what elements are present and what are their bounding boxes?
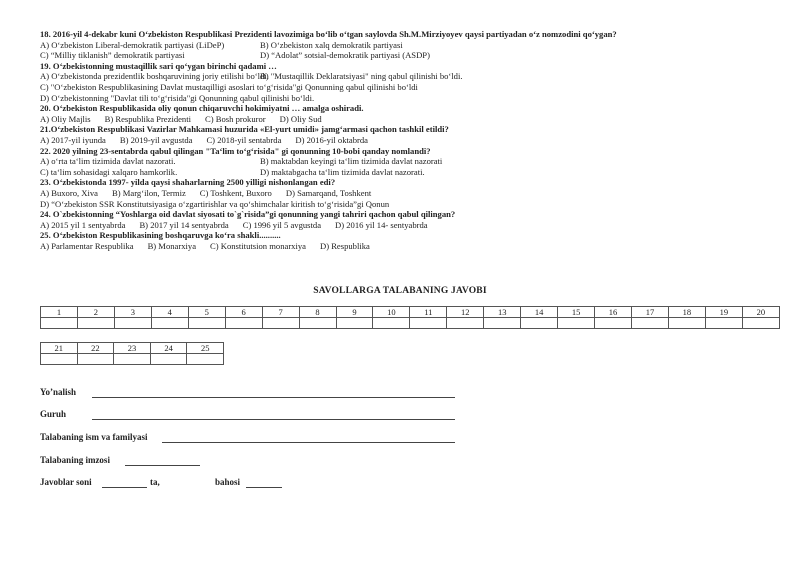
grid-answer-cell[interactable] (187, 354, 224, 365)
question-title: 24. O`zbekistonning “Yoshlarga oid davlat siyosati to`g`risida”gi qonunning yangi tahriri qachon qabul qilingan? (40, 209, 456, 220)
grid-answer-cell[interactable] (151, 318, 188, 329)
answer-option[interactable]: D) Samarqand, Toshkent (285, 187, 372, 198)
grid-number-cell: 25 (187, 343, 224, 354)
question-title: 18. 2016-yil 4-dekabr kuni O‘zbekiston Respublikasi Prezidenti lavozimiga bo‘lib o‘tgan saylovda Sh.M.Mirziyoyev qaysi partiyadan o‘z nomzodini qo‘ygan? (40, 29, 617, 39)
grid-answer-cell[interactable] (595, 318, 632, 329)
grid-number-cell: 19 (705, 307, 742, 318)
answer-option[interactable]: C) Konstitutsion monarxiya (210, 240, 306, 251)
answers-count-label: Javoblar soni (40, 477, 92, 487)
student-name-label: Talabaning ism va familyasi (40, 432, 148, 442)
student-name-line[interactable] (162, 442, 455, 443)
answer-option[interactable]: C) 1996 yil 5 avgustda (242, 219, 322, 230)
grid-number-cell: 20 (742, 307, 779, 318)
grid-number-cell: 11 (410, 307, 447, 318)
grid-answer-cell[interactable] (484, 318, 521, 329)
grid-answer-cell[interactable] (299, 318, 336, 329)
answer-option[interactable]: A) 2017-yil iyunda (40, 134, 106, 145)
answer-option[interactable]: A) 2015 yil 1 sentyabrda (40, 219, 126, 230)
answer-option[interactable]: B) "Mustaqillik Deklaratsiyasi" ning qabul qilinishi bo‘ldi. (260, 71, 463, 82)
answer-option[interactable]: B) Marg‘ilon, Termiz (112, 187, 186, 198)
grid-number-cell: 21 (41, 343, 78, 354)
grid-answer-cell[interactable] (188, 318, 225, 329)
answer-option[interactable]: D) 2016 yil 14- sentyabrda (335, 219, 428, 230)
answer-option[interactable]: A) Parlamentar Respublika (40, 240, 134, 251)
grid-answer-cell[interactable] (668, 318, 705, 329)
answer-option[interactable]: C) 2018-yil sentabrda (206, 134, 282, 145)
answer-option[interactable]: D) maktabgacha ta‘lim tizimida davlat nazorati. (260, 166, 425, 177)
grid-number-cell: 8 (299, 307, 336, 318)
answer-option[interactable]: B) maktabdan keyingi ta‘lim tizimida davlat nazorati (260, 156, 443, 167)
grid-answer-cell[interactable] (41, 318, 78, 329)
grid-number-cell: 7 (262, 307, 299, 318)
answer-option[interactable]: D) “Adolat” sotsial-demokratik partiyasi (ASDP) (260, 50, 430, 61)
group-line[interactable] (92, 419, 455, 420)
answer-grid-1-20 (40, 306, 780, 329)
options-row (40, 50, 780, 61)
answer-option[interactable]: A) o‘rta ta‘lim tizimida davlat nazorati. (40, 156, 176, 167)
grid-answer-cell[interactable] (150, 354, 187, 365)
grid-number-cell: 13 (484, 307, 521, 318)
answer-option[interactable]: B) Respublika Prezidenti (104, 113, 192, 124)
question-title: 19. O‘zbekistonning mustaqillik sari qo‘ygan birinchi qadami … (40, 60, 277, 71)
grid-answer-cell[interactable] (742, 318, 779, 329)
options-row (40, 188, 780, 199)
options-row (40, 199, 780, 210)
options-row (40, 241, 780, 252)
signature-label: Talabaning imzosi (40, 455, 110, 465)
grid-answer-cell[interactable] (632, 318, 669, 329)
options-row (40, 40, 780, 51)
grid-answer-cell[interactable] (41, 354, 78, 365)
answer-grid-21-25 (40, 342, 224, 365)
grid-answer-row (41, 354, 224, 365)
options-row (40, 82, 780, 93)
answer-option[interactable]: B) 2017 yil 14 sentyabrda (139, 219, 229, 230)
question-title: 25. O‘zbekiston Respublikasining boshqaruvga ko‘ra shakli.......... (40, 230, 281, 241)
grid-answer-cell[interactable] (114, 318, 151, 329)
grid-number-cell: 3 (114, 307, 151, 318)
answer-option[interactable]: C) “Milliy tiklanish” demokratik partiyasi (40, 50, 185, 61)
question-title: 22. 2020 yilning 23-sentabrda qabul qilingan "Ta‘lim to‘g‘risida" gi qonunning 10-bobi qanday nomlandi? (40, 145, 431, 156)
grid-number-cell: 24 (150, 343, 187, 354)
answer-option[interactable]: A) Oliy Majlis (40, 113, 91, 124)
grid-answer-cell[interactable] (373, 318, 410, 329)
questions-section (40, 29, 780, 251)
answer-option[interactable]: B) O‘zbekiston xalq demokratik partiyasi (260, 39, 403, 50)
answer-option[interactable]: B) 2019-yil avgustda (119, 134, 193, 145)
grade-line[interactable] (246, 487, 282, 488)
grid-number-cell: 1 (41, 307, 78, 318)
count-suffix: ta, (150, 477, 160, 487)
grid-number-cell: 4 (151, 307, 188, 318)
direction-label: Yo’nalish (40, 387, 77, 397)
answer-option[interactable]: D) 2016-yil oktabrda (295, 134, 368, 145)
grid-answer-row (41, 318, 780, 329)
grid-answer-cell[interactable] (77, 318, 114, 329)
grid-number-cell: 15 (558, 307, 595, 318)
question-title: 20. O‘zbekiston Respublikasida oliy qonun chiqaruvchi hokimiyatni … amalga oshiradi. (40, 103, 364, 114)
grid-number-cell: 17 (632, 307, 669, 318)
grid-number-cell: 22 (77, 343, 114, 354)
grid-answer-cell[interactable] (410, 318, 447, 329)
options-row (40, 135, 780, 146)
grid-number-cell: 9 (336, 307, 373, 318)
grid-answer-cell[interactable] (447, 318, 484, 329)
question-title: 23. O‘zbekistonda 1997- yilda qaysi shaharlarning 2500 yilligi nishonlangan edi? (40, 177, 336, 188)
grid-answer-cell[interactable] (225, 318, 262, 329)
grid-number-cell: 23 (114, 343, 151, 354)
answer-sheet-title: SAVOLLARGA TALABANING JAVOBI (313, 286, 487, 296)
grid-number-cell: 18 (668, 307, 705, 318)
grid-number-cell: 5 (188, 307, 225, 318)
answer-option[interactable]: A) O‘zbekistonda prezidentlik boshqaruvining joriy etilishi bo‘ldi. (40, 71, 269, 82)
grid-number-cell: 2 (77, 307, 114, 318)
grade-label: bahosi (215, 477, 241, 487)
group-label: Guruh (40, 409, 67, 419)
grid-number-cell: 6 (225, 307, 262, 318)
grid-header-row (41, 307, 780, 318)
direction-line[interactable] (92, 397, 455, 398)
grid-answer-cell[interactable] (262, 318, 299, 329)
answer-option[interactable]: B) Monarxiya (147, 240, 197, 251)
answer-option[interactable]: C) Toshkent, Buxoro (199, 187, 272, 198)
answer-option[interactable]: D) Respublika (319, 240, 370, 251)
answer-option[interactable]: A) O‘zbekiston Liberal-demokratik partiyasi (LiDeP) (40, 39, 225, 50)
options-row (40, 114, 780, 125)
answer-option[interactable]: C) "O‘zbekiston Respublikasining Davlat mustaqilligi asoslari to‘g‘risida"gi Qonunning qabul qilinishi bo‘ldi (40, 81, 418, 92)
grid-answer-cell[interactable] (77, 354, 114, 365)
answer-option[interactable]: A) Buxoro, Xiva (40, 187, 98, 198)
grid-number-cell: 16 (595, 307, 632, 318)
question-title: 21.O‘zbekiston Respublikasi Vazirlar Mahkamasi huzurida «El-yurt umidi» jamg‘armasi qachon tashkil etildi? (40, 124, 449, 135)
options-row (40, 156, 780, 167)
grid-header-row (41, 343, 224, 354)
grid-answer-cell[interactable] (114, 354, 151, 365)
answer-option[interactable]: C) Bosh prokuror (205, 113, 266, 124)
grid-number-cell: 12 (447, 307, 484, 318)
grid-number-cell: 10 (373, 307, 410, 318)
options-row (40, 93, 780, 104)
options-row (40, 167, 780, 178)
grid-answer-cell[interactable] (336, 318, 373, 329)
options-row (40, 71, 780, 82)
signature-line[interactable] (125, 465, 200, 466)
grid-answer-cell[interactable] (521, 318, 558, 329)
answer-option[interactable]: D) “O‘zbekiston SSR Konstitutsiyasiga o‘zgartirishlar va qo‘shimchalar kiritish to‘g‘risida”gi Qonun (40, 198, 390, 209)
answer-option[interactable]: D) Oliy Sud (279, 113, 322, 124)
answer-option[interactable]: D) O‘zbekistonning "Davlat tili to‘g‘risida"gi Qonunning qabul qilinishi bo‘ldi. (40, 92, 315, 103)
answer-option[interactable]: C) ta‘lim sohasidagi xalqaro hamkorlik. (40, 166, 178, 177)
grid-answer-cell[interactable] (558, 318, 595, 329)
grid-answer-cell[interactable] (705, 318, 742, 329)
grid-number-cell: 14 (521, 307, 558, 318)
answers-count-line[interactable] (102, 487, 147, 488)
options-row (40, 220, 780, 231)
